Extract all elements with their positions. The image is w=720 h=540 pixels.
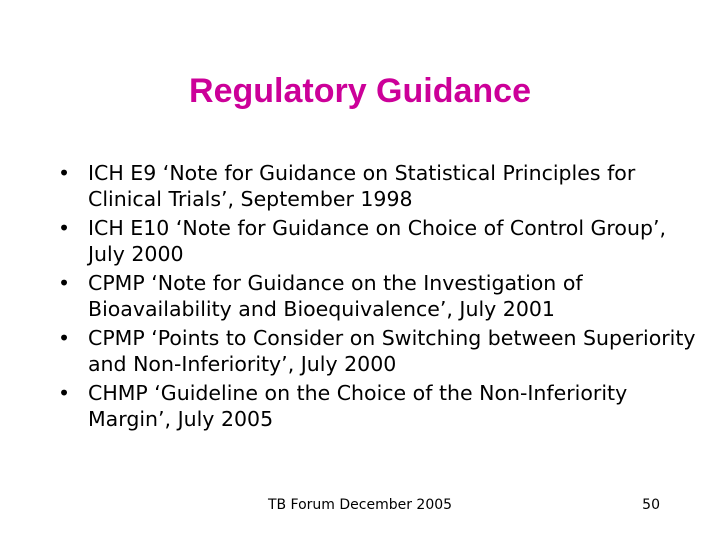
bullet-dot-icon: • [58, 326, 71, 350]
page-number: 50 [642, 497, 660, 513]
bullet-dot-icon: • [58, 271, 71, 295]
bullet-item [58, 380, 698, 432]
bullet-dot-icon: • [58, 161, 71, 185]
bullet-dot-icon: • [58, 381, 71, 405]
bullet-item [58, 160, 698, 212]
bullet-dot-icon: • [58, 216, 71, 240]
bullet-text: ICH E10 ‘Note for Guidance on Choice of Control Group’, July 2000 [88, 216, 666, 266]
footer-text: TB Forum December 2005 [267, 497, 453, 513]
bullet-item [58, 215, 698, 267]
bullet-text: CPMP ‘Note for Guidance on the Investigation of Bioavailability and Bioequivalence’, July 2001 [88, 271, 583, 321]
bullet-text: CPMP ‘Points to Consider on Switching between Superiority and Non-Inferiority’, July 2000 [88, 326, 696, 376]
bullet-text: ICH E9 ‘Note for Guidance on Statistical Principles for Clinical Trials’, September 1998 [88, 161, 636, 211]
bullet-item [58, 270, 698, 322]
slide-title: Regulatory Guidance [189, 72, 531, 110]
bullet-text: CHMP ‘Guideline on the Choice of the Non-Inferiority Margin’, July 2005 [88, 381, 628, 431]
bullet-item [58, 325, 698, 377]
bullet-list [58, 160, 698, 435]
